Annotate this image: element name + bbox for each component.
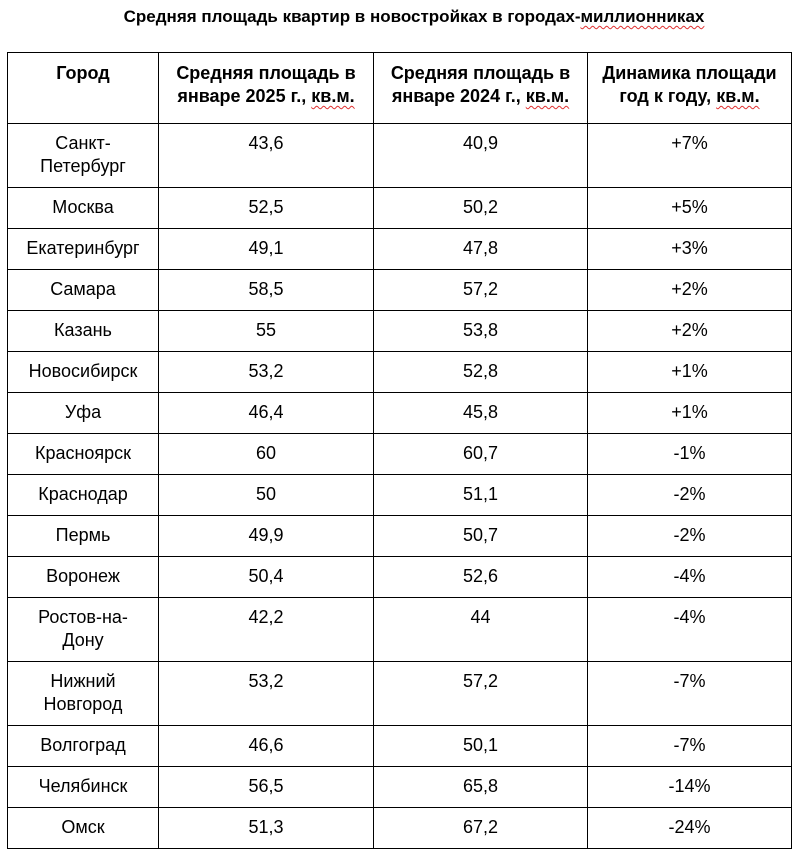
cell-city: Волгоград: [8, 726, 159, 767]
cell-dynamics: -24%: [588, 808, 792, 849]
cell-area-2025: 51,3: [159, 808, 374, 849]
table-row: [8, 270, 792, 311]
cell-city: Воронеж: [8, 557, 159, 598]
cell-area-2025: 46,6: [159, 726, 374, 767]
cell-area-2024: 67,2: [374, 808, 588, 849]
cell-dynamics: +5%: [588, 188, 792, 229]
cell-city: Пермь: [8, 516, 159, 557]
cell-area-2025: 60: [159, 434, 374, 475]
table-row: [8, 662, 792, 726]
cell-area-2024: 57,2: [374, 662, 588, 726]
cell-city: Челябинск: [8, 767, 159, 808]
cell-area-2025: 46,4: [159, 393, 374, 434]
cell-dynamics: -2%: [588, 475, 792, 516]
page-title: [0, 6, 798, 28]
cell-area-2025: 56,5: [159, 767, 374, 808]
cell-area-2024: 44: [374, 598, 588, 662]
cell-dynamics: +2%: [588, 270, 792, 311]
cell-area-2025: 49,9: [159, 516, 374, 557]
cell-area-2024: 50,7: [374, 516, 588, 557]
cell-dynamics: -1%: [588, 434, 792, 475]
table-row: [8, 598, 792, 662]
cell-area-2025: 53,2: [159, 662, 374, 726]
table-row: [8, 434, 792, 475]
cell-city: Самара: [8, 270, 159, 311]
cell-area-2024: 47,8: [374, 229, 588, 270]
header-dynamics: Динамика площади год к году, кв.м.: [588, 53, 792, 124]
table-row: [8, 124, 792, 188]
table-row: [8, 767, 792, 808]
cell-area-2025: 50,4: [159, 557, 374, 598]
cell-dynamics: -4%: [588, 598, 792, 662]
cell-dynamics: +1%: [588, 352, 792, 393]
cell-city: Санкт- Петербург: [8, 124, 159, 188]
cell-dynamics: -7%: [588, 662, 792, 726]
cell-dynamics: +7%: [588, 124, 792, 188]
header-city: Город: [8, 53, 159, 124]
table-row: [8, 393, 792, 434]
table-row: [8, 516, 792, 557]
cell-city: Краснодар: [8, 475, 159, 516]
cell-area-2024: 53,8: [374, 311, 588, 352]
cell-area-2025: 55: [159, 311, 374, 352]
cell-area-2024: 52,6: [374, 557, 588, 598]
table-row: [8, 229, 792, 270]
cell-city: Нижний Новгород: [8, 662, 159, 726]
table-row: [8, 311, 792, 352]
header-area-2025: Средняя площадь в январе 2025 г., кв.м.: [159, 53, 374, 124]
data-table: [7, 52, 792, 849]
cell-area-2024: 65,8: [374, 767, 588, 808]
table-row: [8, 808, 792, 849]
cell-city: Москва: [8, 188, 159, 229]
cell-city: Новосибирск: [8, 352, 159, 393]
cell-area-2025: 42,2: [159, 598, 374, 662]
cell-dynamics: -2%: [588, 516, 792, 557]
cell-area-2024: 57,2: [374, 270, 588, 311]
header-area-2024: Средняя площадь в январе 2024 г., кв.м.: [374, 53, 588, 124]
table-body: [8, 124, 792, 849]
cell-city: Красноярск: [8, 434, 159, 475]
cell-area-2024: 50,1: [374, 726, 588, 767]
cell-area-2025: 53,2: [159, 352, 374, 393]
title-text: Средняя площадь квартир в новостройках в городах-: [123, 7, 581, 26]
table-row: [8, 352, 792, 393]
table-row: [8, 188, 792, 229]
cell-area-2024: 50,2: [374, 188, 588, 229]
cell-area-2025: 58,5: [159, 270, 374, 311]
cell-area-2025: 52,5: [159, 188, 374, 229]
cell-area-2024: 52,8: [374, 352, 588, 393]
cell-dynamics: +1%: [588, 393, 792, 434]
table-row: [8, 726, 792, 767]
cell-city: Уфа: [8, 393, 159, 434]
cell-area-2024: 60,7: [374, 434, 588, 475]
cell-area-2024: 40,9: [374, 124, 588, 188]
cell-area-2025: 50: [159, 475, 374, 516]
cell-area-2025: 43,6: [159, 124, 374, 188]
cell-city: Екатеринбург: [8, 229, 159, 270]
cell-dynamics: +3%: [588, 229, 792, 270]
cell-dynamics: +2%: [588, 311, 792, 352]
cell-dynamics: -14%: [588, 767, 792, 808]
cell-city: Омск: [8, 808, 159, 849]
title-text-underlined: миллионниках: [580, 7, 705, 26]
table-row: [8, 557, 792, 598]
cell-city: Ростов-на- Дону: [8, 598, 159, 662]
table-row: [8, 475, 792, 516]
cell-dynamics: -7%: [588, 726, 792, 767]
cell-dynamics: -4%: [588, 557, 792, 598]
table-header-row: [8, 53, 792, 124]
cell-area-2025: 49,1: [159, 229, 374, 270]
cell-area-2024: 51,1: [374, 475, 588, 516]
cell-area-2024: 45,8: [374, 393, 588, 434]
cell-city: Казань: [8, 311, 159, 352]
